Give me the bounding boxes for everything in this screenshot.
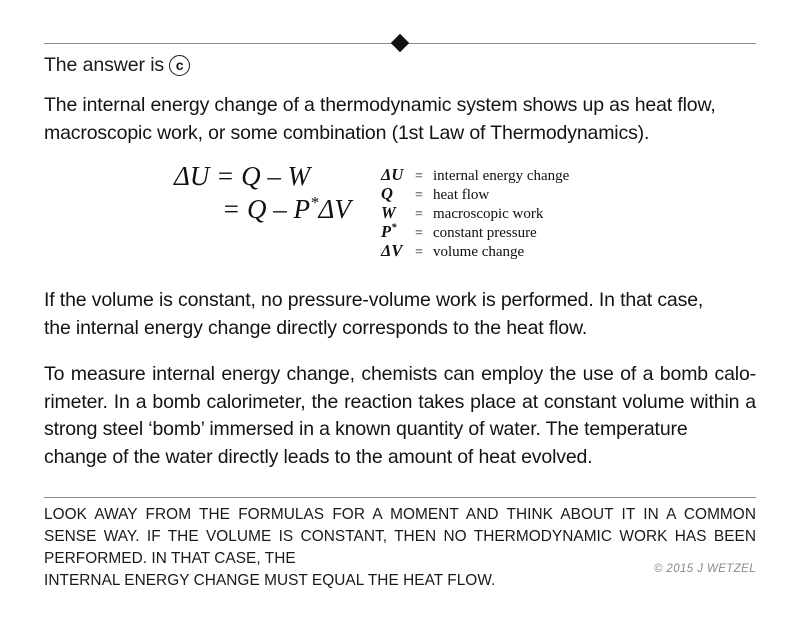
top-divider [44, 36, 756, 52]
paragraph-constant-volume-text: If the volume is constant, no pressure-volume work is performed. In that case, [44, 289, 704, 311]
paragraph-intro-text: The internal energy change of a thermodynamic system shows up as heat flow, [44, 94, 716, 116]
equation-line-2-star: * [309, 193, 319, 212]
equations [174, 160, 351, 226]
answer-prefix-label: The answer is [44, 54, 165, 76]
diamond-icon [391, 34, 409, 52]
legend-symbol-text: Q [381, 184, 393, 203]
legend-symbol [381, 165, 415, 185]
legend-equals: = [415, 226, 423, 241]
equation-line-2 [174, 193, 351, 226]
legend-symbol [381, 241, 415, 261]
legend-equals: = [415, 245, 423, 260]
legend-equals: = [415, 207, 423, 222]
legend-equals: = [415, 169, 423, 184]
legend-symbol [381, 222, 415, 242]
legend-row [381, 165, 569, 184]
equation-line-2-prefix: = Q – P [222, 194, 310, 224]
bottom-divider [44, 497, 756, 498]
paragraph-calorimeter-text: To measure internal energy change, chemists can employ the use of a bomb calo-rimeter. In a bomb calorimeter, the reaction takes place at constant volume within a strong steel ‘bomb’ immersed in a known quantity of water. The temperature [44, 363, 756, 440]
legend-symbol [381, 184, 415, 204]
answer-line [44, 52, 190, 78]
legend-row [381, 222, 569, 241]
legend-definition: heat flow [433, 187, 490, 203]
legend-definition: constant pressure [433, 225, 537, 241]
footer-note [44, 504, 756, 592]
symbol-legend [381, 165, 569, 260]
legend-symbol [381, 203, 415, 223]
legend-symbol-text: P [381, 222, 392, 241]
legend-equals: = [415, 188, 423, 203]
paragraph-calorimeter-lastline: change of the water directly leads to the amount of heat evolved. [44, 445, 593, 468]
paragraph-intro-lastline: macroscopic work, or some combination (1st Law of Thermodynamics). [44, 121, 650, 144]
paragraph-constant-volume [44, 287, 756, 342]
legend-row [381, 184, 569, 203]
answer-choice-badge: c [169, 55, 190, 76]
equation-line-1: ΔU = Q – W [174, 161, 311, 191]
legend-definition: macroscopic work [433, 206, 544, 222]
footer-note-text: LOOK AWAY FROM THE FORMULAS FOR A MOMENT AND THINK ABOUT IT IN A COMMON SENSE WAY. IF THE VOLUME IS CONSTANT, THEN NO THERMODYNAMIC WORK HAS BEEN PERFORMED. IN THAT CASE, THE [44, 506, 756, 567]
legend-symbol-text: W [381, 203, 396, 222]
legend-definition: internal energy change [433, 168, 570, 184]
legend-symbol-star: * [391, 221, 397, 234]
legend-symbol-text: ΔU [381, 165, 404, 184]
paragraph-intro [44, 92, 756, 147]
paragraph-calorimeter [44, 361, 756, 471]
footer-note-lastline: INTERNAL ENERGY CHANGE MUST EQUAL THE HEAT FLOW. [44, 572, 496, 589]
equation-line-2-suffix: ΔV [318, 194, 351, 224]
legend-symbol-text: ΔV [381, 241, 403, 260]
formula-block [44, 160, 756, 275]
legend-definition: volume change [433, 244, 525, 260]
legend-row [381, 241, 569, 260]
copyright-notice: © 2015 J WETZEL [653, 563, 756, 575]
paragraph-constant-volume-lastline: the internal energy change directly corresponds to the heat flow. [44, 316, 588, 339]
legend-row [381, 203, 569, 222]
